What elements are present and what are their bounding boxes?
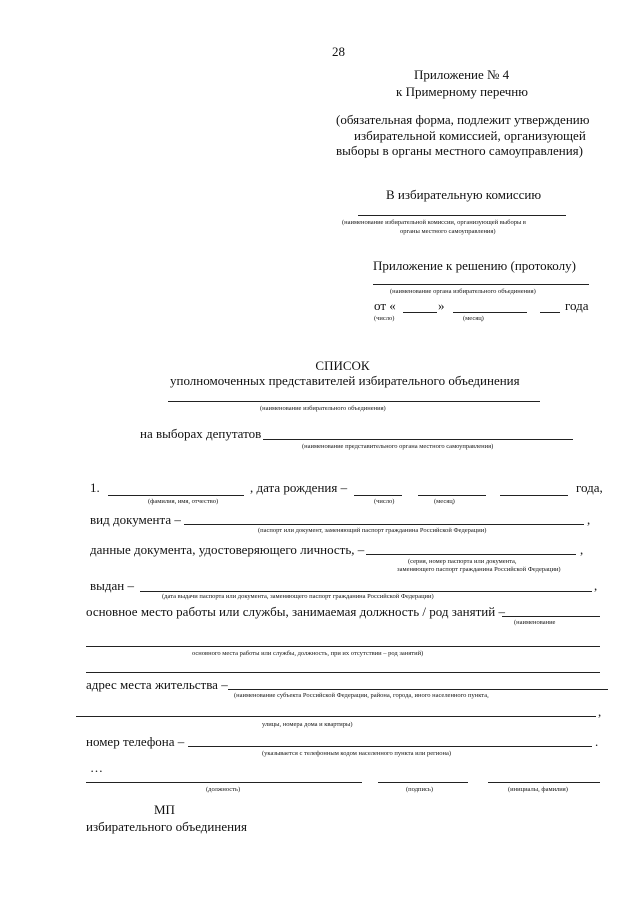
appendix-title: Приложение № 4: [414, 67, 510, 82]
birth-date-label: , дата рождения –: [250, 480, 348, 495]
address-comma: ,: [598, 704, 602, 719]
elections-label: на выборах депутатов: [140, 426, 262, 441]
birth-day-line[interactable]: [354, 495, 402, 496]
stamp-label: МП: [154, 802, 175, 817]
position-caption: (должность): [206, 786, 241, 793]
work-line-1[interactable]: [502, 616, 600, 617]
address-caption-2: улицы, номера дома и квартиры): [262, 721, 353, 728]
association-name-caption: (наименование избирательного объединения): [260, 405, 386, 412]
doc-type-caption: (паспорт или документ, заменяющий паспорт гражданина Российской Федерации): [258, 527, 487, 534]
address-caption-1: (наименование субъекта Российской Федерации, района, города, иного населенного пункта,: [234, 692, 489, 699]
birth-month-caption: (месяц): [434, 498, 455, 505]
phone-caption: (указывается с телефонным кодом населенного пункта или региона): [262, 750, 452, 757]
elections-body-line[interactable]: [263, 439, 573, 440]
work-label: основное место работы или службы, занимаемая должность / род занятий –: [86, 604, 505, 619]
decision-org-caption: (наименование органа избирательного объединения): [390, 288, 536, 295]
birth-month-line[interactable]: [418, 495, 486, 496]
decision-month-line[interactable]: [453, 312, 527, 313]
commission-caption-2: органы местного самоуправления): [400, 228, 496, 235]
doc-type-line[interactable]: [184, 524, 584, 525]
doc-series-caption-2: заменяющего паспорт гражданина Российской Федерации): [397, 566, 561, 573]
commission-caption-1: (наименование избирательной комиссии, организующей выборы в: [342, 219, 526, 226]
work-caption-2: основного места работы или службы, должность, при их отсутствии – род занятий): [192, 650, 424, 657]
association-name-line[interactable]: [168, 401, 540, 402]
decision-month-caption: (месяц): [463, 315, 484, 322]
page-number: 28: [332, 44, 345, 59]
address-label: адрес места жительства –: [86, 677, 228, 692]
commission-heading: В избирательную комиссию: [386, 187, 542, 202]
initials-caption: (инициалы, фамилия): [508, 786, 568, 793]
birth-year-label: года,: [576, 480, 603, 495]
elections-body-caption: (наименование представительного органа местного самоуправления): [302, 443, 494, 450]
decision-heading: Приложение к решению (протоколу): [373, 258, 576, 273]
doc-data-comma: ,: [580, 542, 584, 557]
birth-year-line[interactable]: [500, 495, 568, 496]
phone-line[interactable]: [188, 746, 592, 747]
issued-line[interactable]: [140, 591, 592, 592]
signature-caption: (подпись): [406, 786, 433, 793]
form-note-line2: избирательной комиссией, организующей: [354, 128, 586, 143]
appendix-subtitle: к Примерному перечню: [396, 84, 528, 99]
decision-quote-close: »: [438, 298, 445, 313]
decision-year-label: года: [565, 298, 589, 313]
decision-from-label: от «: [374, 298, 396, 313]
address-line-1[interactable]: [228, 689, 608, 690]
list-subtitle: уполномоченных представителей избирательного объединения: [170, 373, 520, 388]
birth-day-caption: (число): [374, 498, 395, 505]
initials-line[interactable]: [488, 782, 600, 783]
more-entries-ellipsis: …: [90, 760, 103, 775]
form-note-line1: (обязательная форма, подлежит утверждению: [336, 112, 590, 127]
address-line-2[interactable]: [76, 716, 596, 717]
fio-caption: (фамилия, имя, отчество): [148, 498, 219, 505]
decision-org-line[interactable]: [373, 284, 589, 285]
fio-line[interactable]: [108, 495, 244, 496]
decision-year-line[interactable]: [540, 312, 560, 313]
doc-data-line[interactable]: [366, 554, 576, 555]
work-line-3[interactable]: [86, 672, 600, 673]
decision-day-line[interactable]: [403, 312, 437, 313]
doc-type-label: вид документа –: [90, 512, 181, 527]
decision-day-caption: (число): [374, 315, 395, 322]
doc-type-comma: ,: [587, 512, 591, 527]
doc-data-label: данные документа, удостоверяющего личность, –: [90, 542, 365, 557]
issued-caption: (дата выдачи паспорта или документа, заменяющего паспорт гражданина Российской Федерации): [162, 593, 434, 600]
phone-dot: .: [595, 734, 599, 749]
issued-comma: ,: [594, 578, 598, 593]
commission-field-line[interactable]: [358, 215, 566, 216]
entry-number: 1.: [90, 480, 100, 495]
list-title: СПИСОК: [315, 358, 370, 373]
work-caption-1: (наименование: [514, 619, 556, 626]
doc-series-caption-1: (серия, номер паспорта или документа,: [408, 558, 517, 565]
position-line[interactable]: [86, 782, 362, 783]
signature-line[interactable]: [378, 782, 468, 783]
issued-label: выдан –: [90, 578, 134, 593]
phone-label: номер телефона –: [86, 734, 185, 749]
stamp-organization: избирательного объединения: [86, 819, 247, 834]
work-line-2[interactable]: [86, 646, 600, 647]
form-note-line3: выборы в органы местного самоуправления): [336, 143, 583, 158]
